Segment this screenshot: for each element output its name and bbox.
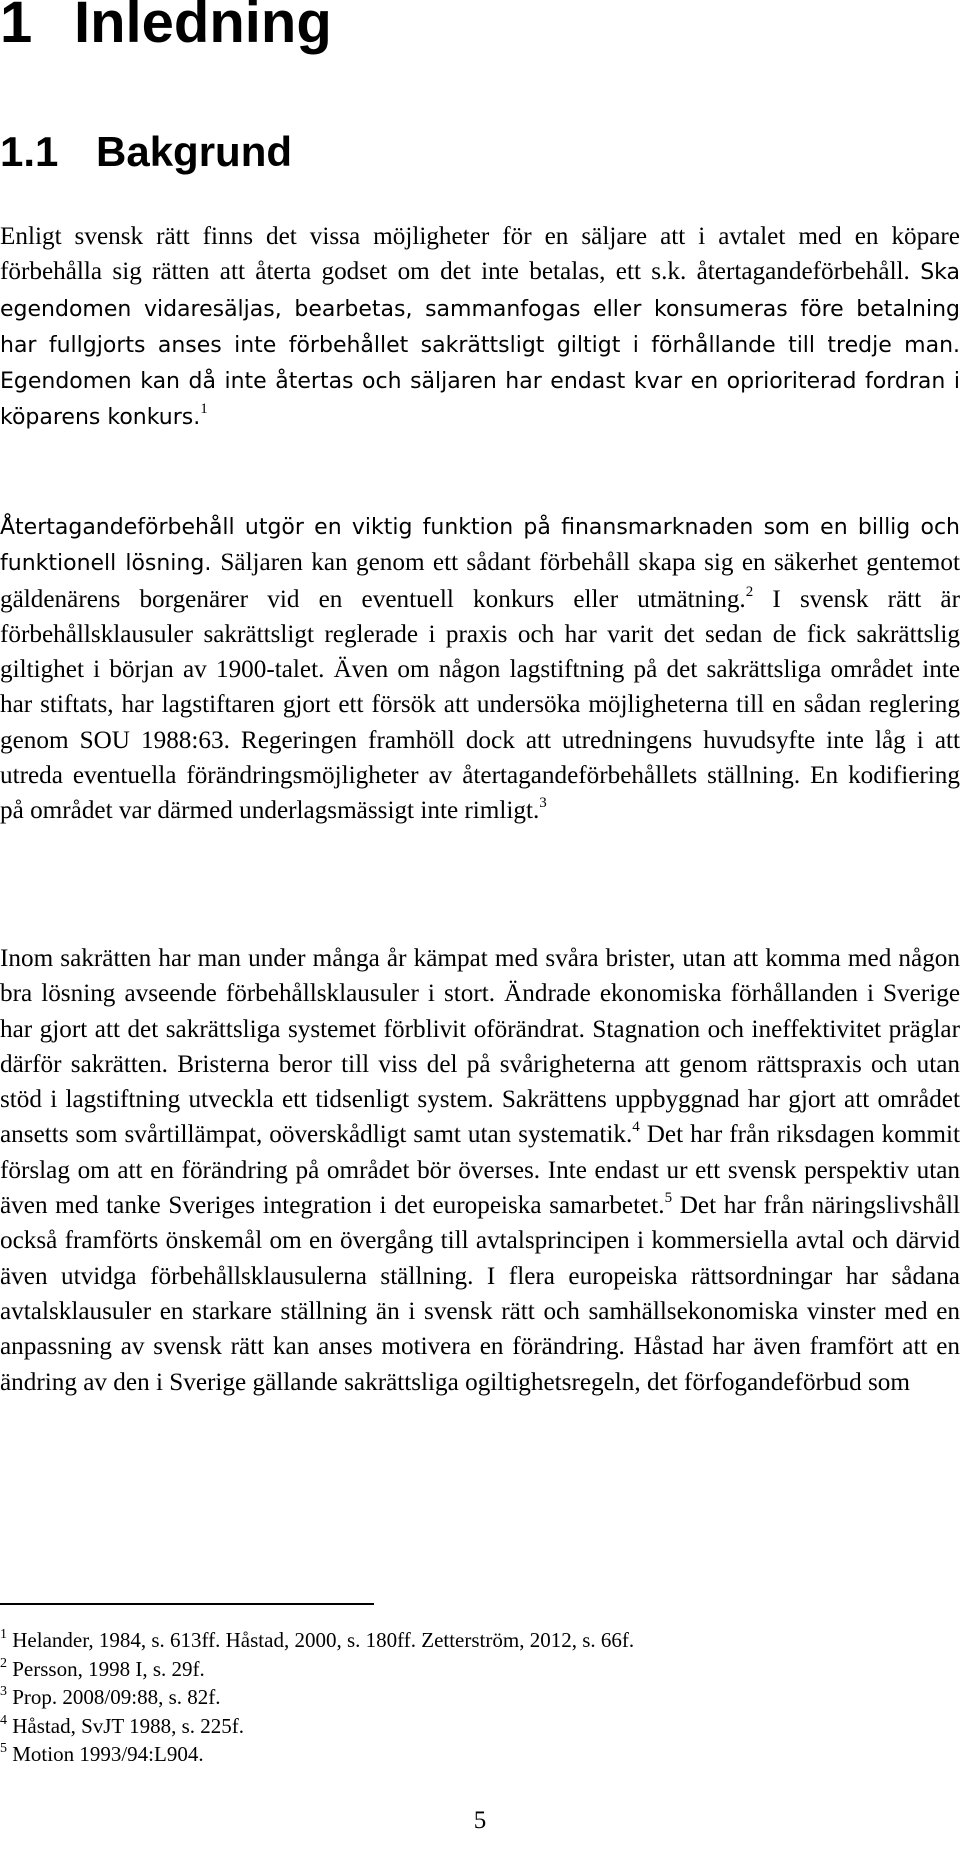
- footnote-item: [0, 1683, 634, 1712]
- footnote-text: Håstad, SvJT 1988, s. 225f.: [12, 1713, 245, 1738]
- paragraph-3-text-a: Inom sakrätten har man under många år kämpat med svåra brister, utan att komma med någon bra lösning avseende förbehållsklausuler i stort. Ändrade ekonomiska förhållanden i Sverige har gjort att det sakrättsliga systemet förblivit oförändrat. Stagnation och ineffektivitet präglar därför sakrätten. Bristerna beror till viss del på svårigheterna att genom rättspraxis och utan stöd i lagstiftning utveckla ett tidsenligt system. Sakrättens uppbyggnad har gjort att området ansetts som svårtillämpat, oöverskådligt samt utan systematik.: [0, 945, 960, 1149]
- footnote-item: [0, 1655, 634, 1684]
- footnote-text: Prop. 2008/09:88, s. 82f.: [12, 1685, 221, 1709]
- paragraph-2-text-b: I svensk rätt är förbehållsklausuler sakrättsligt reglerade i praxis och har varit det sedan de fick sakrättslig giltighet i början av 1900-talet. Även om någon lagstiftning på det sakrättsliga området inte har stiftats, har lagstiftaren gjort ett försök att undersöka möjligheterna till en sådan reglering genom SOU 1988:63. Regeringen framhöll dock att utredningens huvudsyfte inte låg i att utreda eventuella förändringsmöjligheter av återtagandeförbehållets ställning. En kodifiering på området var därmed underlagsmässigt inte rimligt.: [0, 585, 960, 825]
- footnote-text: Motion 1993/94:L904.: [12, 1742, 204, 1766]
- footnote-ref-1: 1: [200, 401, 208, 418]
- section-number: 1.1: [0, 128, 59, 175]
- footnote-separator: [0, 1603, 374, 1605]
- paragraph-3-text-b: Det har från riksdagen kommit förslag om att en förändring på området bör överses. Inte endast ur ett svensk perspektiv utan även med tanke Sveriges integration i det europeiska samarbetet.: [0, 1121, 960, 1220]
- chapter-heading: [0, 0, 332, 58]
- footnote-item: [0, 1626, 634, 1655]
- section-heading: [0, 127, 292, 177]
- paragraph-3-text-c: Det har från näringslivshåll också framförts önskemål om en övergång till avtalsprincipen i kommersiella avtal och därvid även utvidga förbehållsklausulerna ställning. I flera europeiska rättsordningar har sådana avtalsklausuler en starkare ställning än i svensk rätt och samhällsekonomiska vinster med en anpassning av svensk rätt kan anses motivera en förändring. Håstad har även framfört att en ändring av den i Sverige gällande sakrättsliga ogiltighetsregeln, det förfogandeförbud som: [0, 1192, 960, 1396]
- paragraph-1-sans-text: Ska egendomen vidaresäljas, bearbetas, sammanfogas eller konsumeras före betalning har fullgjorts anses inte förbehållet sakrättsligt giltigt i förhållande till tredje man. Egendomen kan då inte återtas och säljaren har endast kvar en oprioriterad fordran i köparens konkurs.: [0, 260, 960, 431]
- page-number: 5: [473, 1807, 487, 1834]
- footnote-number: 2: [0, 1655, 7, 1671]
- footnote-item: [0, 1712, 634, 1741]
- paragraph-2-sans-text: Återtagandeförbehåll utgör en viktig funktion på finansmarknaden som en billig och funktionell lösning.: [0, 515, 960, 577]
- footnote-number: 1: [0, 1627, 7, 1642]
- chapter-number: 1: [0, 0, 33, 55]
- paragraph-1: [0, 219, 960, 436]
- section-title: Bakgrund: [96, 128, 293, 175]
- paragraph-3: [0, 941, 960, 1400]
- footnote-number: 4: [0, 1712, 7, 1728]
- chapter-title: Inledning: [74, 0, 332, 55]
- footnote-number: 5: [0, 1741, 7, 1756]
- footnote-ref-3: 3: [539, 795, 547, 812]
- footnote-ref-2: 2: [745, 583, 754, 600]
- footnote-text: Persson, 1998 I, s. 29f.: [12, 1656, 205, 1681]
- paragraph-1-text: Enligt svensk rätt finns det vissa möjligheter för en säljare att i avtalet med en köpare förbehålla sig rätten att återta godset om det inte betalas, ett s.k. återtagandeförbehåll.: [0, 223, 960, 286]
- footnotes-list: [0, 1626, 634, 1769]
- footnote-text: Helander, 1984, s. 613ff. Håstad, 2000, s. 180ff. Zetterström, 2012, s. 66f.: [12, 1628, 635, 1652]
- paragraph-2-text-a: Säljaren kan genom ett sådant förbehåll skapa sig en säkerhet gentemot gäldenärens borgenärer vid en eventuell konkurs eller utmätning.: [0, 549, 960, 613]
- footnote-number: 3: [0, 1684, 7, 1699]
- footnote-ref-4: 4: [632, 1119, 640, 1136]
- footnote-item: [0, 1740, 634, 1769]
- paragraph-2: [0, 509, 960, 829]
- footnote-ref-5: 5: [664, 1190, 673, 1207]
